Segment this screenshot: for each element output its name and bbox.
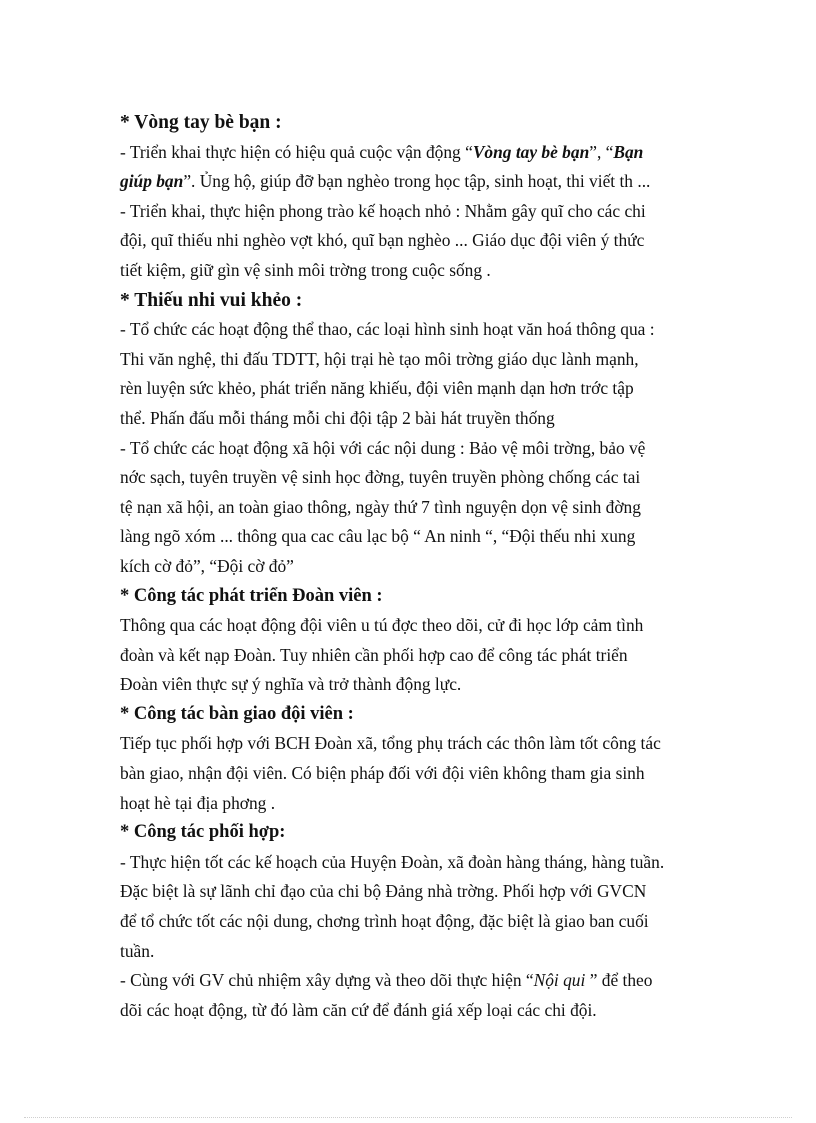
paragraph-line: [120, 167, 708, 197]
paragraph-line: dõi các hoạt động, từ đó làm căn cứ để đánh giá xếp loại các chi đội.: [120, 999, 597, 1020]
paragraph-line: bàn giao, nhận đội viên. Có biện pháp đối với đội viên không tham gia sinh: [120, 763, 645, 784]
text-run: ”. Ủng hộ, giúp đỡ bạn nghèo trong học tập, sinh hoạt, thi viết th ...: [183, 171, 651, 192]
paragraph-line: hoạt hè tại địa phơng .: [120, 792, 276, 813]
heading-thieu-nhi-vui-khoe: * Thiếu nhi vui khẻo :: [120, 289, 303, 311]
heading-phoi-hop: * Công tác phối hợp:: [120, 822, 286, 843]
paragraph-line: Thông qua các hoạt động đội viên u tú đợc theo dõi, cử đi học lớp cảm tình: [120, 615, 644, 636]
emphasis-campaign-name: giúp bạn: [120, 171, 184, 192]
paragraph-line: tệ nạn xã hội, an toàn giao thông, ngày thứ 7 tình nguyện dọn vệ sinh đờng: [120, 496, 641, 517]
paragraph-line: đoàn và kết nạp Đoàn. Tuy nhiên cần phối hợp cao để công tác phát triển: [120, 644, 628, 665]
paragraph-line: tiết kiệm, giữ gìn vệ sinh môi trờng trong cuộc sống .: [120, 259, 491, 280]
paragraph-line: - Tổ chức các hoạt động thể thao, các loại hình sinh hoạt văn hoá thông qua :: [120, 319, 655, 340]
paragraph-line: để tổ chức tốt các nội dung, chơng trình hoạt động, đặc biệt là giao ban cuối: [120, 911, 649, 932]
paragraph-line: Đoàn viên thực sự ý nghĩa và trở thành động lực.: [120, 674, 462, 695]
paragraph-line: - Thực hiện tốt các kế hoạch của Huyện Đoàn, xã đoàn hàng tháng, hàng tuần.: [120, 851, 665, 872]
paragraph-line: [120, 966, 708, 996]
paragraph-line: [120, 138, 708, 168]
paragraph-line: thể. Phấn đấu mỗi tháng mỗi chi đội tập 2 bài hát truyền thống: [120, 407, 555, 428]
paragraph-line: nớc sạch, tuyên truyền vệ sinh học đờng, tuyên truyền phòng chống các tai: [120, 467, 641, 488]
emphasis-campaign-name: Vòng tay bè bạn: [472, 141, 590, 162]
paragraph-line: Thi văn nghệ, thi đấu TDTT, hội trại hè tạo môi trờng giáo dục lành mạnh,: [120, 348, 639, 369]
paragraph-line: - Tổ chức các hoạt động xã hội với các nội dung : Bảo vệ môi trờng, bảo vệ: [120, 437, 646, 458]
text-run: ”, “: [589, 141, 614, 162]
paragraph-line: kích cờ đỏ”, “Đội cờ đỏ”: [120, 555, 294, 576]
paragraph-line: tuần.: [120, 940, 155, 961]
paragraph-line: làng ngõ xóm ... thông qua cac câu lạc bộ “ An ninh “, “Đội thếu nhi xung: [120, 526, 636, 547]
heading-phat-trien-doan-vien: * Công tác phát triển Đoàn viên :: [120, 585, 383, 606]
emphasis-noi-qui: Nội qui: [533, 970, 586, 991]
text-run: - Cùng với GV chủ nhiệm xây dựng và theo dõi thực hiện “: [120, 970, 534, 991]
paragraph-line: - Triển khai, thực hiện phong trào kế hoạch nhỏ : Nhằm gây quĩ cho các chi: [120, 200, 646, 221]
document-page: [120, 108, 708, 1025]
text-run: - Triển khai thực hiện có hiệu quả cuộc vận động “: [120, 141, 473, 162]
emphasis-campaign-name: Bạn: [613, 141, 644, 162]
paragraph-line: đội, quĩ thiếu nhi nghèo vợt khó, quĩ bạn nghèo ... Giáo dục đội viên ý thức: [120, 230, 645, 251]
paragraph-line: rèn luyện sức khẻo, phát triển năng khiếu, đội viên mạnh dạn hơn trớc tập: [120, 378, 634, 399]
heading-vong-tay-be-ban: * Vòng tay bè bạn :: [120, 112, 282, 133]
text-run: ” để theo: [585, 970, 653, 991]
page-bottom-divider: [24, 1117, 792, 1118]
paragraph-line: Tiếp tục phối hợp với BCH Đoàn xã, tổng phụ trách các thôn làm tốt công tác: [120, 733, 661, 754]
paragraph-line: Đặc biệt là sự lãnh chỉ đạo của chi bộ Đảng nhà trờng. Phối hợp với GVCN: [120, 881, 647, 902]
heading-ban-giao-doi-vien: * Công tác bàn giao đội viên :: [120, 703, 354, 724]
